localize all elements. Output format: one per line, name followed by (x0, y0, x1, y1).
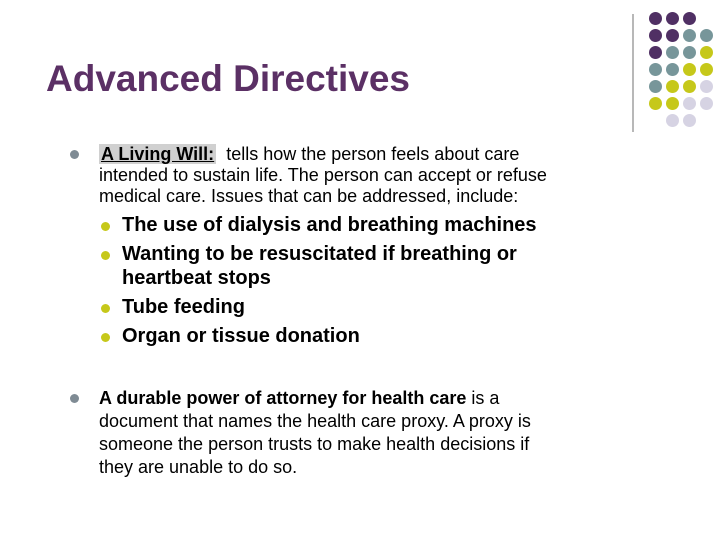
slide-title: Advanced Directives (46, 58, 411, 99)
dot (700, 29, 713, 42)
dot (683, 12, 696, 25)
dot (666, 114, 679, 127)
dot (700, 97, 713, 110)
dot (700, 46, 713, 59)
dot (666, 29, 679, 42)
bullet (70, 150, 79, 159)
dot (666, 80, 679, 93)
poa-line-3: someone the person trusts to make health decisions if (99, 434, 530, 454)
poa-line-2: document that names the health care proxy. A proxy is (99, 411, 531, 431)
divider-line (632, 14, 634, 132)
sub-bullet (101, 333, 110, 342)
living-will-line-2: intended to sustain life. The person can accept or refuse (99, 165, 547, 185)
dot (666, 46, 679, 59)
poa-line-1 (99, 388, 499, 408)
dot (649, 29, 662, 42)
issue-item: Wanting to be resuscitated if breathing or (122, 243, 517, 265)
dot (700, 80, 713, 93)
dot (649, 63, 662, 76)
poa-text-1: is a (466, 388, 500, 408)
dot (649, 80, 662, 93)
dot (683, 63, 696, 76)
sub-bullet (101, 251, 110, 260)
issue-item: Organ or tissue donation (122, 325, 360, 347)
dot (700, 63, 713, 76)
dot (683, 29, 696, 42)
dot (649, 12, 662, 25)
dot (683, 114, 696, 127)
issue-item: The use of dialysis and breathing machines (122, 214, 537, 236)
dot (649, 46, 662, 59)
dot (666, 12, 679, 25)
living-will-text-1: tells how the person feels about care (226, 144, 520, 164)
sub-bullet (101, 304, 110, 313)
dot (683, 80, 696, 93)
dot (683, 46, 696, 59)
sub-bullet (101, 222, 110, 231)
dot (649, 97, 662, 110)
dot (666, 97, 679, 110)
issue-item-cont: heartbeat stops (122, 267, 271, 289)
dot (666, 63, 679, 76)
issue-item: Tube feeding (122, 296, 245, 318)
bullet (70, 394, 79, 403)
living-will-line-3: medical care. Issues that can be addressed, include: (99, 186, 519, 206)
living-will-label: A Living Will: (101, 144, 215, 164)
dot (683, 97, 696, 110)
living-will-line-1 (99, 144, 519, 164)
poa-label: A durable power of attorney for health care (99, 388, 467, 408)
poa-line-4: they are unable to do so. (99, 457, 298, 477)
